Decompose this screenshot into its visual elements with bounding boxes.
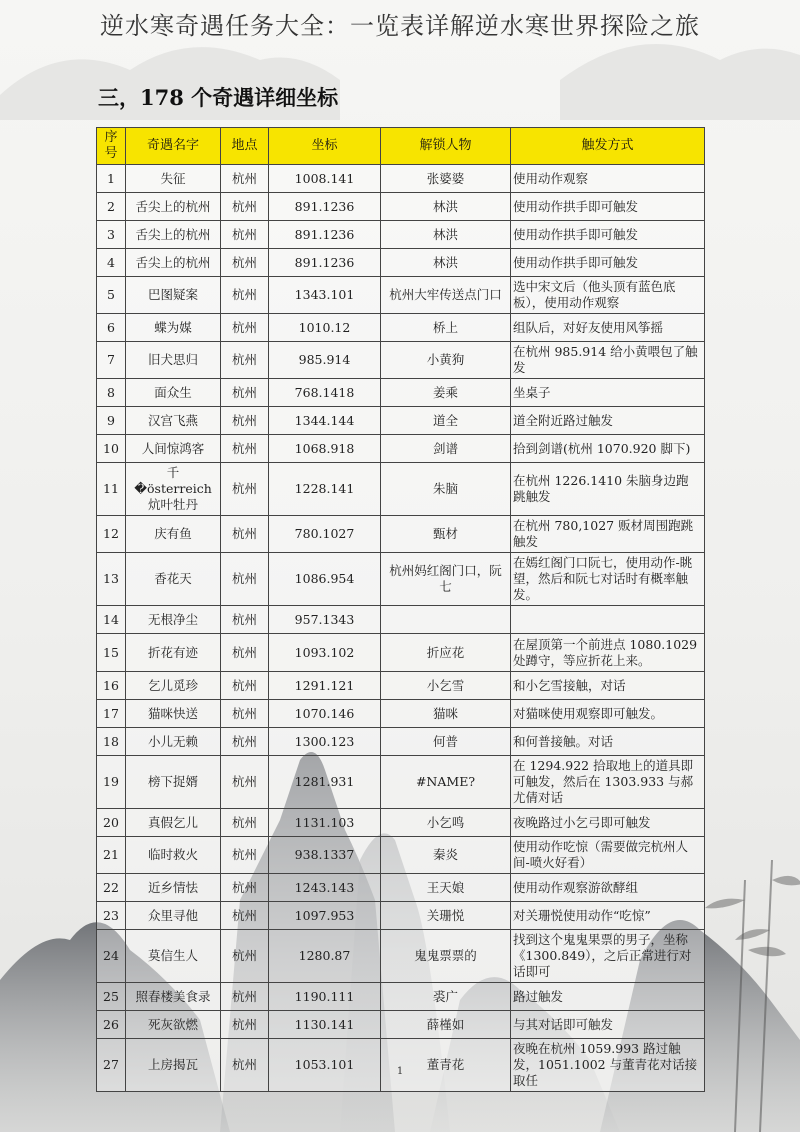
cell-coordinates: 891.1236 — [269, 249, 381, 277]
cell-location: 杭州 — [221, 221, 269, 249]
cell-index: 13 — [97, 553, 126, 606]
table-row — [97, 165, 705, 193]
cell-encounter-name: 上房揭瓦 — [126, 1039, 221, 1092]
cell-coordinates: 1068.918 — [269, 435, 381, 463]
cell-unlock-npc: 折应花 — [381, 634, 511, 672]
cell-trigger-method: 使用动作拱手即可触发 — [511, 193, 705, 221]
cell-trigger-method: 使用动作吃惊（需要做完杭州人间-喷火好看） — [511, 837, 705, 874]
table-body — [97, 165, 705, 1092]
cell-index: 24 — [97, 930, 126, 983]
section-title: 三，178 个奇遇详细坐标 — [98, 85, 339, 110]
cell-coordinates: 1093.102 — [269, 634, 381, 672]
cell-trigger-method: 与其对话即可触发 — [511, 1011, 705, 1039]
cell-encounter-name: 小儿无赖 — [126, 728, 221, 756]
cell-index: 4 — [97, 249, 126, 277]
cell-encounter-name: 蝶为媒 — [126, 314, 221, 342]
cell-location: 杭州 — [221, 553, 269, 606]
table-row — [97, 837, 705, 874]
cell-location: 杭州 — [221, 407, 269, 435]
header-trigger-method: 触发方式 — [511, 128, 705, 165]
cell-encounter-name: 巴图疑案 — [126, 277, 221, 314]
cell-trigger-method: 使用动作拱手即可触发 — [511, 221, 705, 249]
cell-encounter-name: 照春楼美食录 — [126, 983, 221, 1011]
cell-coordinates: 1228.141 — [269, 463, 381, 516]
cell-coordinates: 1070.146 — [269, 700, 381, 728]
cell-coordinates: 1343.101 — [269, 277, 381, 314]
table-row — [97, 983, 705, 1011]
cell-coordinates: 1008.141 — [269, 165, 381, 193]
cell-index: 21 — [97, 837, 126, 874]
cell-location: 杭州 — [221, 634, 269, 672]
cell-unlock-npc: 姜乘 — [381, 379, 511, 407]
cell-coordinates: 1281.931 — [269, 756, 381, 809]
cell-coordinates: 1243.143 — [269, 874, 381, 902]
cell-encounter-name: 舌尖上的杭州 — [126, 249, 221, 277]
cell-location: 杭州 — [221, 1011, 269, 1039]
table-row — [97, 553, 705, 606]
cell-coordinates: 1190.111 — [269, 983, 381, 1011]
cell-location: 杭州 — [221, 606, 269, 634]
cell-index: 19 — [97, 756, 126, 809]
cell-coordinates: 768.1418 — [269, 379, 381, 407]
cell-unlock-npc: 关珊悦 — [381, 902, 511, 930]
cell-unlock-npc: 林洪 — [381, 249, 511, 277]
cell-location: 杭州 — [221, 902, 269, 930]
cell-encounter-name: 香花天 — [126, 553, 221, 606]
table-row — [97, 1011, 705, 1039]
cell-index: 26 — [97, 1011, 126, 1039]
cell-coordinates: 891.1236 — [269, 221, 381, 249]
page-number: 1 — [396, 1066, 404, 1077]
cell-unlock-npc: 小黄狗 — [381, 342, 511, 379]
header-row — [97, 128, 705, 165]
cell-unlock-npc: 鬼鬼票票的 — [381, 930, 511, 983]
cell-encounter-name: 千�österreich炕叶牡丹 — [126, 463, 221, 516]
cell-encounter-name: 人间惊鸿客 — [126, 435, 221, 463]
cell-location: 杭州 — [221, 809, 269, 837]
table-row — [97, 874, 705, 902]
table-row — [97, 277, 705, 314]
cell-coordinates: 985.914 — [269, 342, 381, 379]
table-row — [97, 221, 705, 249]
cell-trigger-method: 和小乞雪接触，对话 — [511, 672, 705, 700]
cell-index: 2 — [97, 193, 126, 221]
cell-location: 杭州 — [221, 700, 269, 728]
cell-index: 14 — [97, 606, 126, 634]
cell-coordinates: 1300.123 — [269, 728, 381, 756]
table-row — [97, 342, 705, 379]
cell-encounter-name: 面众生 — [126, 379, 221, 407]
cell-trigger-method: 在屋顶第一个前进点 1080.1029 处蹲守，等应折花上来。 — [511, 634, 705, 672]
cell-index: 16 — [97, 672, 126, 700]
table-row — [97, 672, 705, 700]
cell-index: 15 — [97, 634, 126, 672]
cell-trigger-method: 拾到剑谱(杭州 1070.920 脚下) — [511, 435, 705, 463]
cell-index: 5 — [97, 277, 126, 314]
cell-unlock-npc: 朱脑 — [381, 463, 511, 516]
cell-trigger-method: 对猫咪使用观察即可触发。 — [511, 700, 705, 728]
cell-location: 杭州 — [221, 249, 269, 277]
cell-unlock-npc — [381, 606, 511, 634]
cell-coordinates: 1291.121 — [269, 672, 381, 700]
cell-encounter-name: 舌尖上的杭州 — [126, 221, 221, 249]
cell-unlock-npc: 张婆婆 — [381, 165, 511, 193]
cell-encounter-name: 舌尖上的杭州 — [126, 193, 221, 221]
header-unlock-npc: 解锁人物 — [381, 128, 511, 165]
cell-location: 杭州 — [221, 165, 269, 193]
cell-trigger-method: 和何普接触。对话 — [511, 728, 705, 756]
cell-unlock-npc: #NAME? — [381, 756, 511, 809]
cell-encounter-name: 临时救火 — [126, 837, 221, 874]
cell-coordinates: 957.1343 — [269, 606, 381, 634]
cell-index: 8 — [97, 379, 126, 407]
cell-unlock-npc: 杭州大牢传送点门口 — [381, 277, 511, 314]
cell-unlock-npc: 桥上 — [381, 314, 511, 342]
cell-unlock-npc: 杭州妈红阁门口，阮七 — [381, 553, 511, 606]
cell-coordinates: 1280.87 — [269, 930, 381, 983]
cell-unlock-npc: 林洪 — [381, 193, 511, 221]
cell-encounter-name: 莫信生人 — [126, 930, 221, 983]
cell-unlock-npc: 董青花 — [381, 1039, 511, 1092]
cell-trigger-method — [511, 606, 705, 634]
cell-coordinates: 1130.141 — [269, 1011, 381, 1039]
cell-index: 25 — [97, 983, 126, 1011]
cell-encounter-name: 无根净尘 — [126, 606, 221, 634]
cell-encounter-name: 真假乞儿 — [126, 809, 221, 837]
cell-index: 27 — [97, 1039, 126, 1092]
cell-location: 杭州 — [221, 193, 269, 221]
cell-encounter-name: 庆有鱼 — [126, 516, 221, 553]
cell-trigger-method: 对关珊悦使用动作“吃惊” — [511, 902, 705, 930]
cell-index: 3 — [97, 221, 126, 249]
cell-location: 杭州 — [221, 837, 269, 874]
cell-trigger-method: 使用动作观察游欲酵组 — [511, 874, 705, 902]
cell-trigger-method: 选中宋文后（他头顶有蓝色底板），使用动作观察 — [511, 277, 705, 314]
cell-unlock-npc: 林洪 — [381, 221, 511, 249]
cell-coordinates: 1053.101 — [269, 1039, 381, 1092]
cell-coordinates: 938.1337 — [269, 837, 381, 874]
cell-location: 杭州 — [221, 930, 269, 983]
header-coordinates: 坐标 — [269, 128, 381, 165]
cell-location: 杭州 — [221, 342, 269, 379]
header-index: 序号 — [97, 128, 126, 165]
table-row — [97, 249, 705, 277]
cell-index: 17 — [97, 700, 126, 728]
cell-trigger-method: 在杭州 985.914 给小黄喂包了触发 — [511, 342, 705, 379]
cell-unlock-npc: 剑谱 — [381, 435, 511, 463]
cell-coordinates: 1131.103 — [269, 809, 381, 837]
cell-encounter-name: 乞儿觅珍 — [126, 672, 221, 700]
cell-index: 9 — [97, 407, 126, 435]
page-title: 逆水寒奇遇任务大全：一览表详解逆水寒世界探险之旅 — [100, 12, 700, 40]
table-row — [97, 700, 705, 728]
cell-location: 杭州 — [221, 435, 269, 463]
cell-location: 杭州 — [221, 463, 269, 516]
header-location: 地点 — [221, 128, 269, 165]
table-row — [97, 902, 705, 930]
cell-index: 23 — [97, 902, 126, 930]
cell-trigger-method: 道全附近路过触发 — [511, 407, 705, 435]
cell-encounter-name: 众里寻他 — [126, 902, 221, 930]
cell-location: 杭州 — [221, 1039, 269, 1092]
cell-index: 20 — [97, 809, 126, 837]
cell-encounter-name: 折花有迹 — [126, 634, 221, 672]
cell-trigger-method: 使用动作拱手即可触发 — [511, 249, 705, 277]
cell-encounter-name: 猫咪快送 — [126, 700, 221, 728]
table-row — [97, 435, 705, 463]
cell-location: 杭州 — [221, 277, 269, 314]
cell-index: 6 — [97, 314, 126, 342]
cell-unlock-npc: 秦炎 — [381, 837, 511, 874]
cell-index: 22 — [97, 874, 126, 902]
cell-location: 杭州 — [221, 874, 269, 902]
cell-encounter-name: 近乡情怯 — [126, 874, 221, 902]
header-encounter-name: 奇遇名字 — [126, 128, 221, 165]
cell-index: 7 — [97, 342, 126, 379]
cell-encounter-name: 榜下捉婿 — [126, 756, 221, 809]
cell-encounter-name: 汉宫飞燕 — [126, 407, 221, 435]
cell-trigger-method: 在嫣红阁门口阮七，使用动作-眺望，然后和阮七对话时有概率触发。 — [511, 553, 705, 606]
table-row — [97, 379, 705, 407]
cell-index: 18 — [97, 728, 126, 756]
cell-coordinates: 1097.953 — [269, 902, 381, 930]
cell-unlock-npc: 道全 — [381, 407, 511, 435]
cell-index: 11 — [97, 463, 126, 516]
table-row — [97, 606, 705, 634]
cell-coordinates: 780.1027 — [269, 516, 381, 553]
table-row — [97, 1039, 705, 1092]
cell-unlock-npc: 薛槿如 — [381, 1011, 511, 1039]
cell-unlock-npc: 小乞鸣 — [381, 809, 511, 837]
encounter-coordinates-table — [96, 127, 705, 1092]
cell-trigger-method: 在 1294.922 拾取地上的道具即可触发，然后在 1303.933 与郝尤倩对话 — [511, 756, 705, 809]
table-row — [97, 407, 705, 435]
cell-unlock-npc: 猫咪 — [381, 700, 511, 728]
cell-coordinates: 1010.12 — [269, 314, 381, 342]
table-row — [97, 314, 705, 342]
cell-coordinates: 1344.144 — [269, 407, 381, 435]
cell-location: 杭州 — [221, 314, 269, 342]
table-row — [97, 809, 705, 837]
cell-trigger-method: 在杭州 1226.1410 朱脑身边跑跳触发 — [511, 463, 705, 516]
table-row — [97, 634, 705, 672]
cell-unlock-npc: 何普 — [381, 728, 511, 756]
cell-trigger-method: 找到这个鬼鬼果票的男子，坐称《1300.849），之后正常进行对话即可 — [511, 930, 705, 983]
cell-location: 杭州 — [221, 379, 269, 407]
cell-location: 杭州 — [221, 516, 269, 553]
table-row — [97, 463, 705, 516]
cell-location: 杭州 — [221, 672, 269, 700]
table-header — [97, 128, 705, 165]
table-row — [97, 930, 705, 983]
table-row — [97, 516, 705, 553]
cell-trigger-method: 组队后，对好友使用风筝摇 — [511, 314, 705, 342]
cell-trigger-method: 夜晚路过小乞弓即可触发 — [511, 809, 705, 837]
table-row — [97, 728, 705, 756]
cell-encounter-name: 失征 — [126, 165, 221, 193]
cell-unlock-npc: 甄材 — [381, 516, 511, 553]
cell-index: 12 — [97, 516, 126, 553]
table-row — [97, 193, 705, 221]
cell-location: 杭州 — [221, 756, 269, 809]
cell-trigger-method: 坐桌子 — [511, 379, 705, 407]
cell-encounter-name: 旧犬思归 — [126, 342, 221, 379]
cell-location: 杭州 — [221, 983, 269, 1011]
cell-trigger-method: 在杭州 780,1027 贩材周围跑跳触发 — [511, 516, 705, 553]
cell-trigger-method: 夜晚在杭州 1059.993 路过触发，1051.1002 与董青花对话接取任 — [511, 1039, 705, 1092]
cell-coordinates: 891.1236 — [269, 193, 381, 221]
cell-unlock-npc: 裘广 — [381, 983, 511, 1011]
cell-unlock-npc: 王天娘 — [381, 874, 511, 902]
cell-location: 杭州 — [221, 728, 269, 756]
cell-unlock-npc: 小乞雪 — [381, 672, 511, 700]
cell-coordinates: 1086.954 — [269, 553, 381, 606]
cell-trigger-method: 使用动作观察 — [511, 165, 705, 193]
cell-encounter-name: 死灰欲燃 — [126, 1011, 221, 1039]
cell-index: 1 — [97, 165, 126, 193]
cell-index: 10 — [97, 435, 126, 463]
cell-trigger-method: 路过触发 — [511, 983, 705, 1011]
table-row — [97, 756, 705, 809]
